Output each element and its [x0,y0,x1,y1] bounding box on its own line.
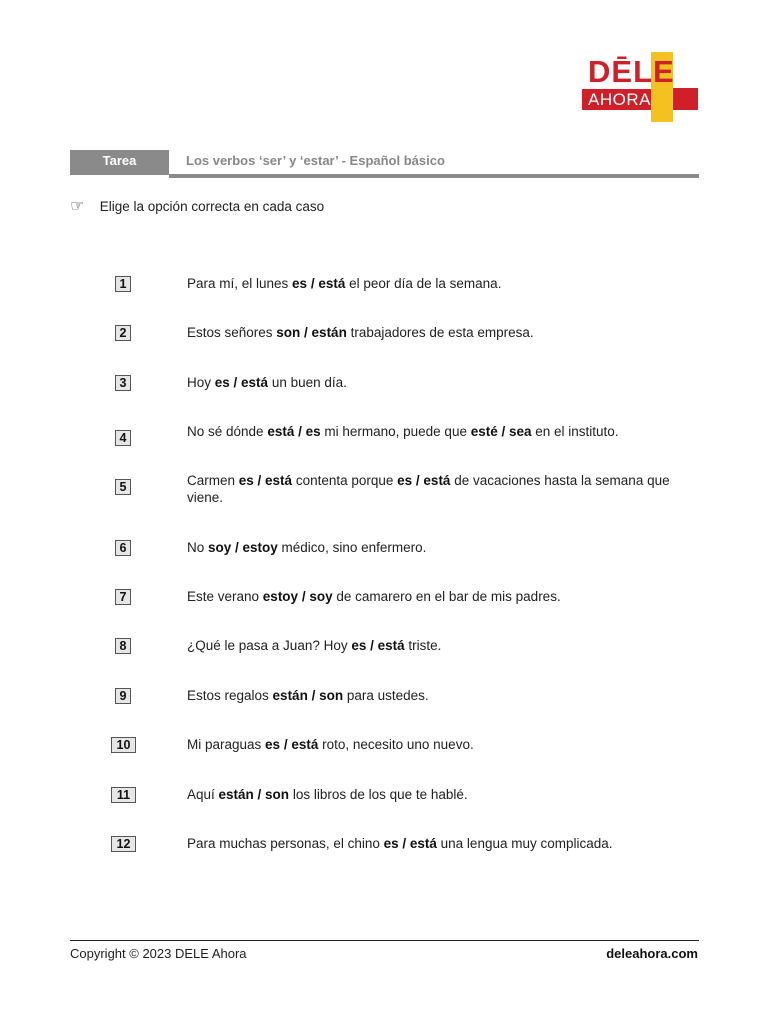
sentence-text: Estos regalos [187,688,273,703]
item-sentence [187,423,697,440]
answer-options[interactable]: esté / sea [470,424,532,439]
item-number: 1 [115,276,131,292]
answer-options[interactable]: están / son [218,787,290,802]
sentence-text: Mi paraguas [187,737,266,752]
sentence-text: una lengua muy complicada. [436,836,613,851]
item-number: 7 [115,589,131,605]
item-sentence [187,835,697,852]
sentence-text: médico, sino enfermero. [277,540,427,555]
sentence-text: Estos señores [187,325,277,340]
item-number: 8 [115,638,131,654]
item-number: 10 [111,737,136,753]
item-sentence [187,588,697,605]
item-sentence [187,786,697,803]
copyright-text: Copyright © 2023 DELE Ahora [70,946,247,961]
sentence-text: Para muchas personas, el chino [187,836,384,851]
item-number: 12 [111,836,136,852]
item-number: 3 [115,375,131,391]
instruction [70,196,324,216]
item-sentence [187,324,697,341]
sentence-text: Aquí [187,787,219,802]
item-sentence [187,374,697,391]
sentence-text: Este verano [187,589,263,604]
answer-options[interactable]: están / son [272,688,344,703]
sentence-text: ¿Qué le pasa a Juan? Hoy [187,638,352,653]
sentence-text: los libros de los que te hablé. [289,787,468,802]
sentence-text: Hoy [187,375,215,390]
answer-options[interactable]: es / está [265,737,319,752]
instruction-text: Elige la opción correcta en cada caso [99,199,325,214]
sentence-text: Carmen [187,473,239,488]
sentence-text: de camarero en el bar de mis padres. [332,589,561,604]
logo-ahora-text: AHORA [588,90,651,109]
answer-options[interactable]: es / está [292,276,346,291]
answer-options[interactable]: son / están [276,325,347,340]
sentence-text: para ustedes. [343,688,429,703]
header-underline [169,174,699,178]
item-number: 2 [115,325,131,341]
answer-options[interactable]: es / está [238,473,293,488]
item-sentence [187,472,697,506]
sentence-text: Para mí, el lunes [187,276,293,291]
answer-options[interactable]: está / es [267,424,321,439]
sentence-text: en el instituto. [531,424,619,439]
pointing-hand-icon: ☞ [70,198,85,215]
item-sentence [187,539,697,556]
sentence-text: de vacaciones hasta la semana que viene. [187,473,670,505]
item-number: 6 [115,540,131,556]
dele-ahora-logo [582,52,700,122]
item-sentence [187,637,697,654]
item-number: 11 [111,787,136,803]
answer-options[interactable]: es / está [351,638,405,653]
task-label: Tarea [70,150,169,175]
item-number: 4 [115,430,131,446]
answer-options[interactable]: es / está [397,473,451,488]
sentence-text: triste. [404,638,442,653]
item-number: 9 [115,688,131,704]
answer-options[interactable]: estoy / soy [262,589,333,604]
item-sentence [187,687,697,704]
answer-options[interactable]: soy / estoy [208,540,278,555]
logo-red-square [673,88,698,110]
sentence-text: el peor día de la semana. [345,276,502,291]
item-number: 5 [115,479,131,495]
sentence-text: trabajadores de esta empresa. [346,325,534,340]
sentence-text: No sé dónde [187,424,268,439]
logo-dele-text: DĒLE [588,54,675,89]
sentence-text: contenta porque [292,473,398,488]
task-header [70,150,699,179]
footer-divider [70,940,699,941]
item-sentence [187,736,697,753]
item-sentence [187,275,697,292]
sentence-text: un buen día. [268,375,347,390]
answer-options[interactable]: es / está [383,836,437,851]
answer-options[interactable]: es / está [214,375,269,390]
sentence-text: mi hermano, puede que [320,424,471,439]
site-link[interactable]: deleahora.com [606,946,698,961]
sentence-text: roto, necesito uno nuevo. [318,737,474,752]
sentence-text: No [187,540,209,555]
page-title: Los verbos ‘ser’ y ‘estar’ - Español básico [186,153,445,168]
